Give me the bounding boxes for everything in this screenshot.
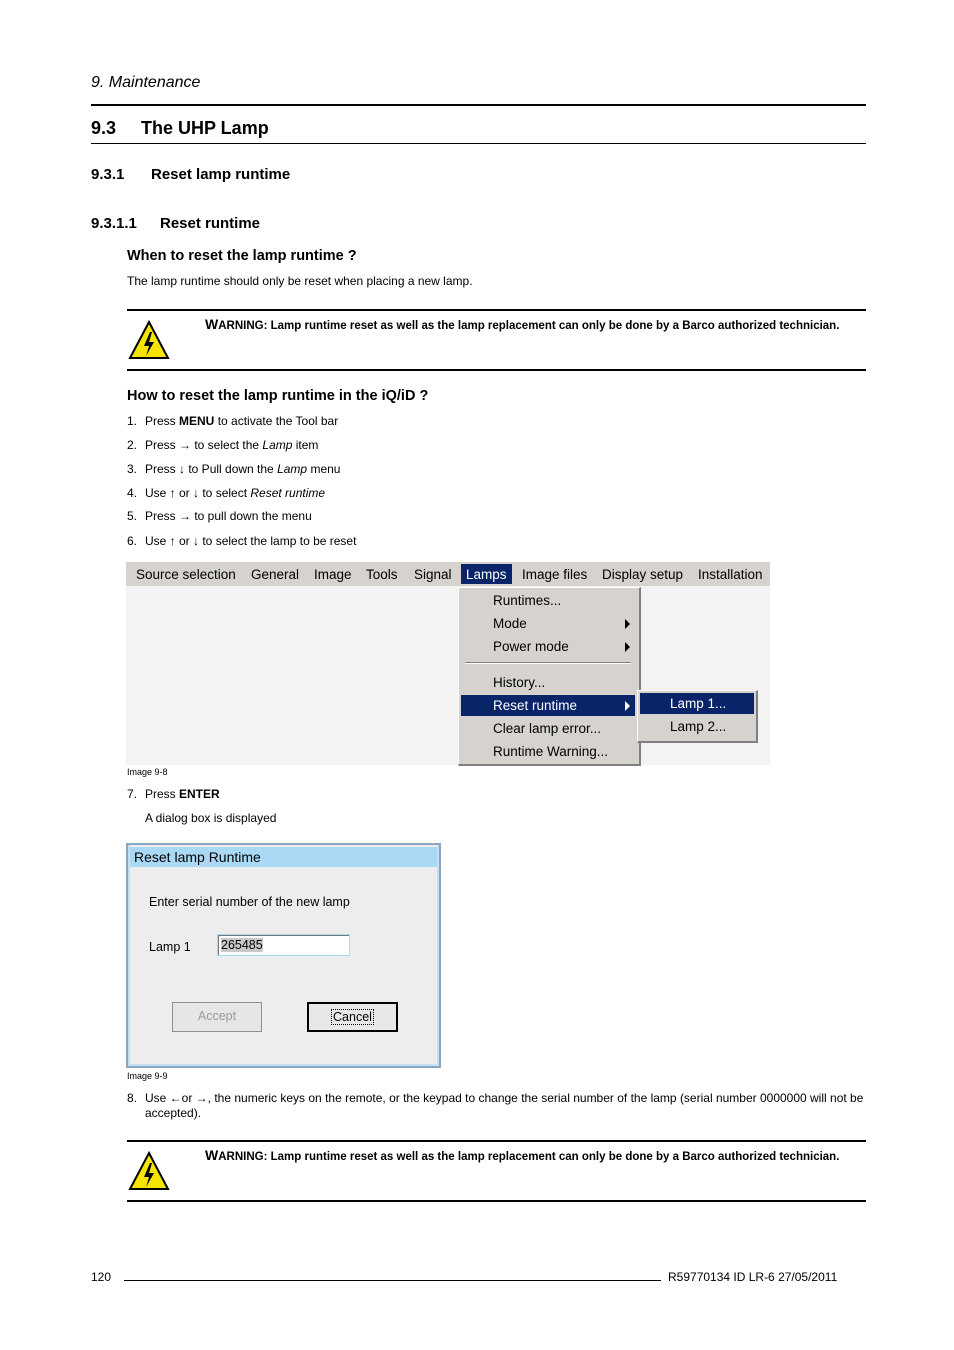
step-1: 1. Press MENU to activate the Tool bar [127,414,339,428]
dropdown-item-history[interactable]: History... [493,675,546,690]
dropdown-item-runtime-warning[interactable]: Runtime Warning... [493,744,609,759]
how-heading: How to reset the lamp runtime in the iQ/iD ? [127,388,429,404]
menu-installation[interactable]: Installation [698,567,763,582]
menu-signal[interactable]: Signal [414,567,452,582]
subsubsection-title: Reset runtime [160,215,261,232]
dropdown-item-clear-lamp-error[interactable]: Clear lamp error... [493,721,602,736]
serial-number-input[interactable] [217,934,350,956]
step-4: 4. Use ↑ or ↓ to select Reset runtime [127,486,326,500]
submenu-arrow-icon [625,701,630,711]
submenu-arrow-icon [625,642,630,652]
image-caption-1: Image 9-8 [127,767,168,777]
warning-label-initial: W [205,316,219,332]
menu-lamps[interactable]: Lamps [461,564,512,584]
submenu-item-lamp-1[interactable]: Lamp 1... [640,693,754,714]
section-number: 9.3 [91,118,117,138]
subsubsection-heading [91,215,260,232]
warning-label-initial: W [205,1147,219,1163]
header-rule [91,104,866,106]
menu-bar [126,562,770,586]
high-voltage-warning-icon [128,320,170,360]
reset-runtime-submenu [637,690,758,743]
menu-tools[interactable]: Tools [366,567,398,582]
accept-button[interactable]: Accept [172,1002,262,1032]
step-6: 6. Use ↑ or ↓ to select the lamp to be reset [127,534,357,548]
step-7-note: A dialog box is displayed [145,811,277,825]
when-text: The lamp runtime should only be reset when placing a new lamp. [127,274,473,288]
dropdown-item-power-mode[interactable]: Power mode [461,636,635,657]
chapter-header: 9. Maintenance [91,74,201,91]
lamp-label: Lamp 1 [149,940,191,954]
warning-box-1 [127,309,866,371]
section-title: The UHP Lamp [141,118,269,138]
warning-message: Lamp runtime reset as well as the lamp replacement can only be done by a Barco authorized technician. [267,320,840,332]
image-caption-2: Image 9-9 [127,1071,168,1081]
warning-text-2 [205,1148,866,1165]
dialog-title: Reset lamp Runtime [134,849,261,865]
subsection-number: 9.3.1 [91,166,125,183]
subsection-heading [91,166,290,183]
warning-label-rest: ARNING: [218,320,268,332]
subsubsection-number: 9.3.1.1 [91,215,137,232]
cancel-button[interactable]: Cancel [307,1002,398,1032]
when-heading: When to reset the lamp runtime ? [127,248,357,264]
warning-text-1 [205,317,866,334]
section-rule [91,143,866,144]
menu-image-files[interactable]: Image files [522,567,588,582]
reset-lamp-dialog [126,843,441,1068]
step-5: 5. Press → to pull down the menu [127,509,312,523]
menu-general[interactable]: General [251,567,300,582]
submenu-item-lamp-2[interactable]: Lamp 2... [670,719,727,734]
warning-message: Lamp runtime reset as well as the lamp replacement can only be done by a Barco authorized technician. [267,1151,840,1163]
menu-image[interactable]: Image [314,567,352,582]
footer-rule [124,1280,661,1281]
submenu-arrow-icon [625,619,630,629]
dropdown-item-runtimes[interactable]: Runtimes... [493,593,562,608]
subsection-title: Reset lamp runtime [151,166,291,183]
dialog-prompt: Enter serial number of the new lamp [149,895,350,909]
lamps-dropdown [458,587,641,766]
section-heading [91,118,269,139]
document-reference: R59770134 ID LR-6 27/05/2011 [668,1270,838,1284]
step-8: 8. Use ←or →, the numeric keys on the remote, or the keypad to change the serial number of the lamp (serial number 0000000 will not be accepted). [127,1091,864,1120]
menu-display-setup[interactable]: Display setup [602,567,684,582]
step-7: 7. Press ENTER [127,787,220,801]
menu-source-selection[interactable]: Source selection [136,567,236,582]
dialog-title-bar [130,847,437,867]
step-3: 3. Press ↓ to Pull down the Lamp menu [127,462,341,476]
menu-screenshot [126,562,770,765]
warning-box-2 [127,1140,866,1202]
warning-label-rest: ARNING: [218,1151,268,1163]
dropdown-item-reset-runtime[interactable]: Reset runtime [461,695,635,716]
dropdown-item-mode[interactable]: Mode [461,613,635,634]
page-number: 120 [91,1270,112,1284]
dropdown-separator [465,662,631,664]
serial-number-value: 265485 [221,938,263,952]
high-voltage-warning-icon [128,1151,170,1191]
step-2: 2. Press → to select the Lamp item [127,438,319,452]
